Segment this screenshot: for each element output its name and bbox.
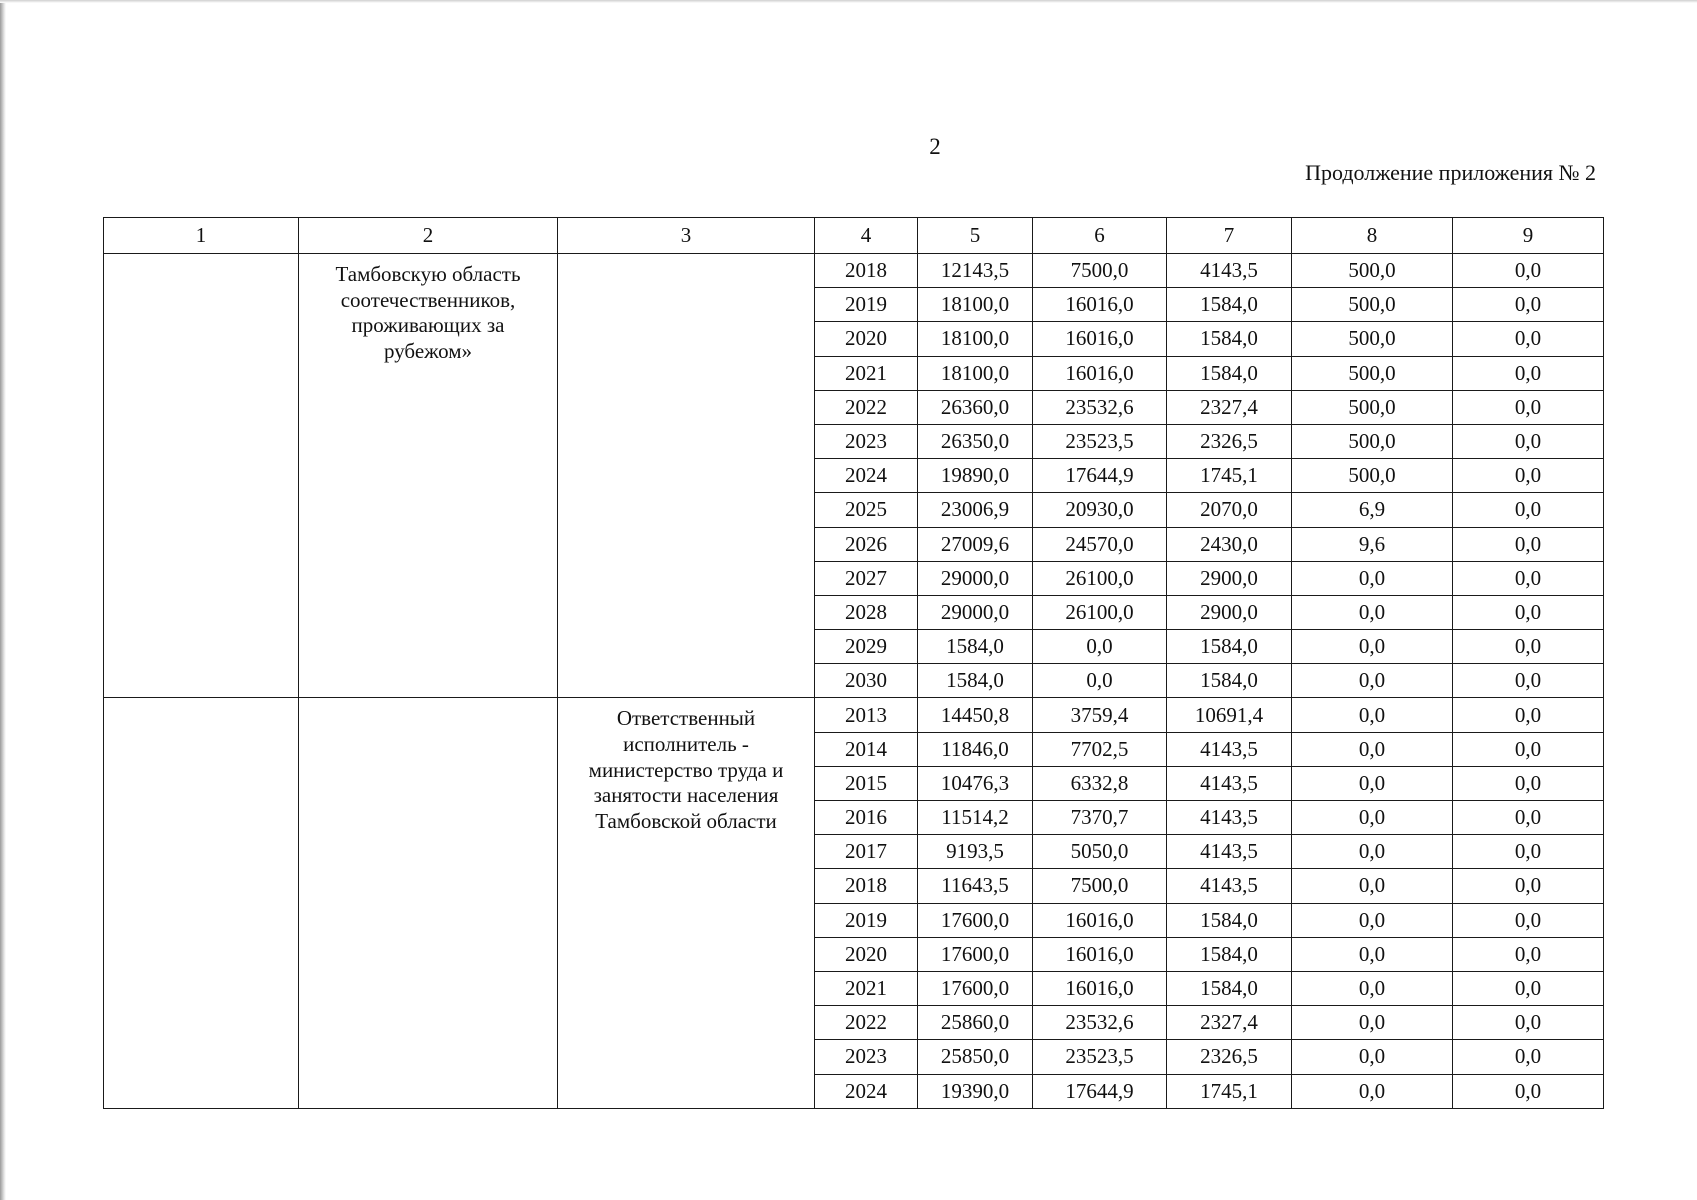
header-cell: 3 <box>558 218 815 254</box>
table-row <box>104 254 1604 288</box>
table-row <box>104 698 1604 732</box>
regional-cell: 2327,4 <box>1167 1006 1292 1040</box>
local-cell: 500,0 <box>1292 322 1453 356</box>
extrabudget-cell: 0,0 <box>1453 595 1604 629</box>
executor-cell <box>558 254 815 698</box>
budget-table <box>103 217 1604 1109</box>
local-cell: 0,0 <box>1292 664 1453 698</box>
local-cell: 0,0 <box>1292 869 1453 903</box>
regional-cell: 1584,0 <box>1167 903 1292 937</box>
regional-cell: 4143,5 <box>1167 835 1292 869</box>
total-cell: 25850,0 <box>918 1040 1033 1074</box>
total-cell: 1584,0 <box>918 664 1033 698</box>
regional-cell: 2326,5 <box>1167 424 1292 458</box>
total-cell: 10476,3 <box>918 766 1033 800</box>
regional-cell: 2900,0 <box>1167 561 1292 595</box>
federal-cell: 7500,0 <box>1033 869 1167 903</box>
regional-cell: 1745,1 <box>1167 1074 1292 1108</box>
total-cell: 17600,0 <box>918 971 1033 1005</box>
local-cell: 500,0 <box>1292 288 1453 322</box>
extrabudget-cell: 0,0 <box>1453 698 1604 732</box>
year-cell: 2023 <box>815 1040 918 1074</box>
total-cell: 25860,0 <box>918 1006 1033 1040</box>
total-cell: 11846,0 <box>918 732 1033 766</box>
year-cell: 2015 <box>815 766 918 800</box>
regional-cell: 1584,0 <box>1167 322 1292 356</box>
extrabudget-cell: 0,0 <box>1453 869 1604 903</box>
total-cell: 18100,0 <box>918 322 1033 356</box>
regional-cell: 4143,5 <box>1167 254 1292 288</box>
federal-cell: 24570,0 <box>1033 527 1167 561</box>
extrabudget-cell: 0,0 <box>1453 390 1604 424</box>
federal-cell: 7370,7 <box>1033 801 1167 835</box>
extrabudget-cell: 0,0 <box>1453 903 1604 937</box>
local-cell: 0,0 <box>1292 971 1453 1005</box>
local-cell: 0,0 <box>1292 1006 1453 1040</box>
federal-cell: 23523,5 <box>1033 424 1167 458</box>
total-cell: 17600,0 <box>918 903 1033 937</box>
header-cell: 1 <box>104 218 299 254</box>
federal-cell: 16016,0 <box>1033 288 1167 322</box>
local-cell: 0,0 <box>1292 630 1453 664</box>
total-cell: 27009,6 <box>918 527 1033 561</box>
year-cell: 2016 <box>815 801 918 835</box>
extrabudget-cell: 0,0 <box>1453 1040 1604 1074</box>
col1-cell <box>104 698 299 1108</box>
year-cell: 2014 <box>815 732 918 766</box>
regional-cell: 4143,5 <box>1167 766 1292 800</box>
local-cell: 0,0 <box>1292 835 1453 869</box>
total-cell: 29000,0 <box>918 595 1033 629</box>
year-cell: 2026 <box>815 527 918 561</box>
local-cell: 0,0 <box>1292 698 1453 732</box>
federal-cell: 16016,0 <box>1033 971 1167 1005</box>
total-cell: 11643,5 <box>918 869 1033 903</box>
year-cell: 2018 <box>815 869 918 903</box>
regional-cell: 1745,1 <box>1167 459 1292 493</box>
scan-top-edge <box>0 0 1697 3</box>
year-cell: 2021 <box>815 356 918 390</box>
federal-cell: 3759,4 <box>1033 698 1167 732</box>
local-cell: 500,0 <box>1292 424 1453 458</box>
local-cell: 0,0 <box>1292 1074 1453 1108</box>
page-number: 2 <box>929 134 941 159</box>
federal-cell: 26100,0 <box>1033 595 1167 629</box>
local-cell: 500,0 <box>1292 390 1453 424</box>
regional-cell: 10691,4 <box>1167 698 1292 732</box>
header-cell: 5 <box>918 218 1033 254</box>
header-cell: 8 <box>1292 218 1453 254</box>
regional-cell: 1584,0 <box>1167 356 1292 390</box>
total-cell: 26350,0 <box>918 424 1033 458</box>
extrabudget-cell: 0,0 <box>1453 971 1604 1005</box>
total-cell: 18100,0 <box>918 288 1033 322</box>
federal-cell: 16016,0 <box>1033 356 1167 390</box>
year-cell: 2013 <box>815 698 918 732</box>
federal-cell: 23532,6 <box>1033 1006 1167 1040</box>
total-cell: 17600,0 <box>918 937 1033 971</box>
extrabudget-cell: 0,0 <box>1453 732 1604 766</box>
extrabudget-cell: 0,0 <box>1453 630 1604 664</box>
year-cell: 2020 <box>815 322 918 356</box>
year-cell: 2027 <box>815 561 918 595</box>
year-cell: 2020 <box>815 937 918 971</box>
regional-cell: 1584,0 <box>1167 664 1292 698</box>
local-cell: 9,6 <box>1292 527 1453 561</box>
local-cell: 500,0 <box>1292 459 1453 493</box>
year-cell: 2029 <box>815 630 918 664</box>
federal-cell: 0,0 <box>1033 630 1167 664</box>
regional-cell: 2327,4 <box>1167 390 1292 424</box>
federal-cell: 16016,0 <box>1033 937 1167 971</box>
local-cell: 0,0 <box>1292 766 1453 800</box>
extrabudget-cell: 0,0 <box>1453 561 1604 595</box>
local-cell: 0,0 <box>1292 732 1453 766</box>
extrabudget-cell: 0,0 <box>1453 801 1604 835</box>
regional-cell: 1584,0 <box>1167 937 1292 971</box>
total-cell: 26360,0 <box>918 390 1033 424</box>
header-cell: 9 <box>1453 218 1604 254</box>
extrabudget-cell: 0,0 <box>1453 835 1604 869</box>
regional-cell: 1584,0 <box>1167 971 1292 1005</box>
header-cell: 4 <box>815 218 918 254</box>
local-cell: 0,0 <box>1292 595 1453 629</box>
federal-cell: 26100,0 <box>1033 561 1167 595</box>
regional-cell: 1584,0 <box>1167 288 1292 322</box>
extrabudget-cell: 0,0 <box>1453 424 1604 458</box>
year-cell: 2023 <box>815 424 918 458</box>
federal-cell: 0,0 <box>1033 664 1167 698</box>
extrabudget-cell: 0,0 <box>1453 664 1604 698</box>
extrabudget-cell: 0,0 <box>1453 322 1604 356</box>
year-cell: 2024 <box>815 1074 918 1108</box>
regional-cell: 1584,0 <box>1167 630 1292 664</box>
total-cell: 18100,0 <box>918 356 1033 390</box>
table-body <box>104 218 1604 1109</box>
regional-cell: 2430,0 <box>1167 527 1292 561</box>
col1-cell <box>104 254 299 698</box>
year-cell: 2022 <box>815 1006 918 1040</box>
federal-cell: 17644,9 <box>1033 459 1167 493</box>
regional-cell: 4143,5 <box>1167 869 1292 903</box>
local-cell: 6,9 <box>1292 493 1453 527</box>
total-cell: 29000,0 <box>918 561 1033 595</box>
executor-cell: Ответственный исполнитель - министерство труда и занятости населения Тамбовской области <box>558 698 815 1108</box>
federal-cell: 17644,9 <box>1033 1074 1167 1108</box>
year-cell: 2030 <box>815 664 918 698</box>
scan-edge <box>0 0 6 1200</box>
federal-cell: 16016,0 <box>1033 322 1167 356</box>
local-cell: 500,0 <box>1292 254 1453 288</box>
continuation-title: Продолжение приложения № 2 <box>1305 160 1596 185</box>
extrabudget-cell: 0,0 <box>1453 459 1604 493</box>
program-name-cell: Тамбовскую область соотечественников, проживающих за рубежом» <box>299 254 558 698</box>
extrabudget-cell: 0,0 <box>1453 1006 1604 1040</box>
federal-cell: 20930,0 <box>1033 493 1167 527</box>
total-cell: 9193,5 <box>918 835 1033 869</box>
federal-cell: 5050,0 <box>1033 835 1167 869</box>
regional-cell: 2900,0 <box>1167 595 1292 629</box>
extrabudget-cell: 0,0 <box>1453 493 1604 527</box>
year-cell: 2024 <box>815 459 918 493</box>
total-cell: 14450,8 <box>918 698 1033 732</box>
local-cell: 0,0 <box>1292 561 1453 595</box>
extrabudget-cell: 0,0 <box>1453 766 1604 800</box>
header-cell: 7 <box>1167 218 1292 254</box>
federal-cell: 7500,0 <box>1033 254 1167 288</box>
regional-cell: 4143,5 <box>1167 801 1292 835</box>
total-cell: 19390,0 <box>918 1074 1033 1108</box>
federal-cell: 23532,6 <box>1033 390 1167 424</box>
regional-cell: 2326,5 <box>1167 1040 1292 1074</box>
total-cell: 1584,0 <box>918 630 1033 664</box>
extrabudget-cell: 0,0 <box>1453 288 1604 322</box>
header-cell: 6 <box>1033 218 1167 254</box>
header-cell: 2 <box>299 218 558 254</box>
extrabudget-cell: 0,0 <box>1453 1074 1604 1108</box>
header-row <box>104 218 1604 254</box>
local-cell: 0,0 <box>1292 937 1453 971</box>
total-cell: 11514,2 <box>918 801 1033 835</box>
federal-cell: 7702,5 <box>1033 732 1167 766</box>
federal-cell: 16016,0 <box>1033 903 1167 937</box>
year-cell: 2028 <box>815 595 918 629</box>
year-cell: 2018 <box>815 254 918 288</box>
total-cell: 19890,0 <box>918 459 1033 493</box>
local-cell: 0,0 <box>1292 903 1453 937</box>
total-cell: 23006,9 <box>918 493 1033 527</box>
local-cell: 500,0 <box>1292 356 1453 390</box>
year-cell: 2022 <box>815 390 918 424</box>
extrabudget-cell: 0,0 <box>1453 356 1604 390</box>
federal-cell: 6332,8 <box>1033 766 1167 800</box>
year-cell: 2025 <box>815 493 918 527</box>
year-cell: 2019 <box>815 288 918 322</box>
federal-cell: 23523,5 <box>1033 1040 1167 1074</box>
regional-cell: 2070,0 <box>1167 493 1292 527</box>
extrabudget-cell: 0,0 <box>1453 254 1604 288</box>
local-cell: 0,0 <box>1292 1040 1453 1074</box>
program-name-cell <box>299 698 558 1108</box>
year-cell: 2019 <box>815 903 918 937</box>
total-cell: 12143,5 <box>918 254 1033 288</box>
local-cell: 0,0 <box>1292 801 1453 835</box>
year-cell: 2021 <box>815 971 918 1005</box>
extrabudget-cell: 0,0 <box>1453 937 1604 971</box>
year-cell: 2017 <box>815 835 918 869</box>
regional-cell: 4143,5 <box>1167 732 1292 766</box>
extrabudget-cell: 0,0 <box>1453 527 1604 561</box>
